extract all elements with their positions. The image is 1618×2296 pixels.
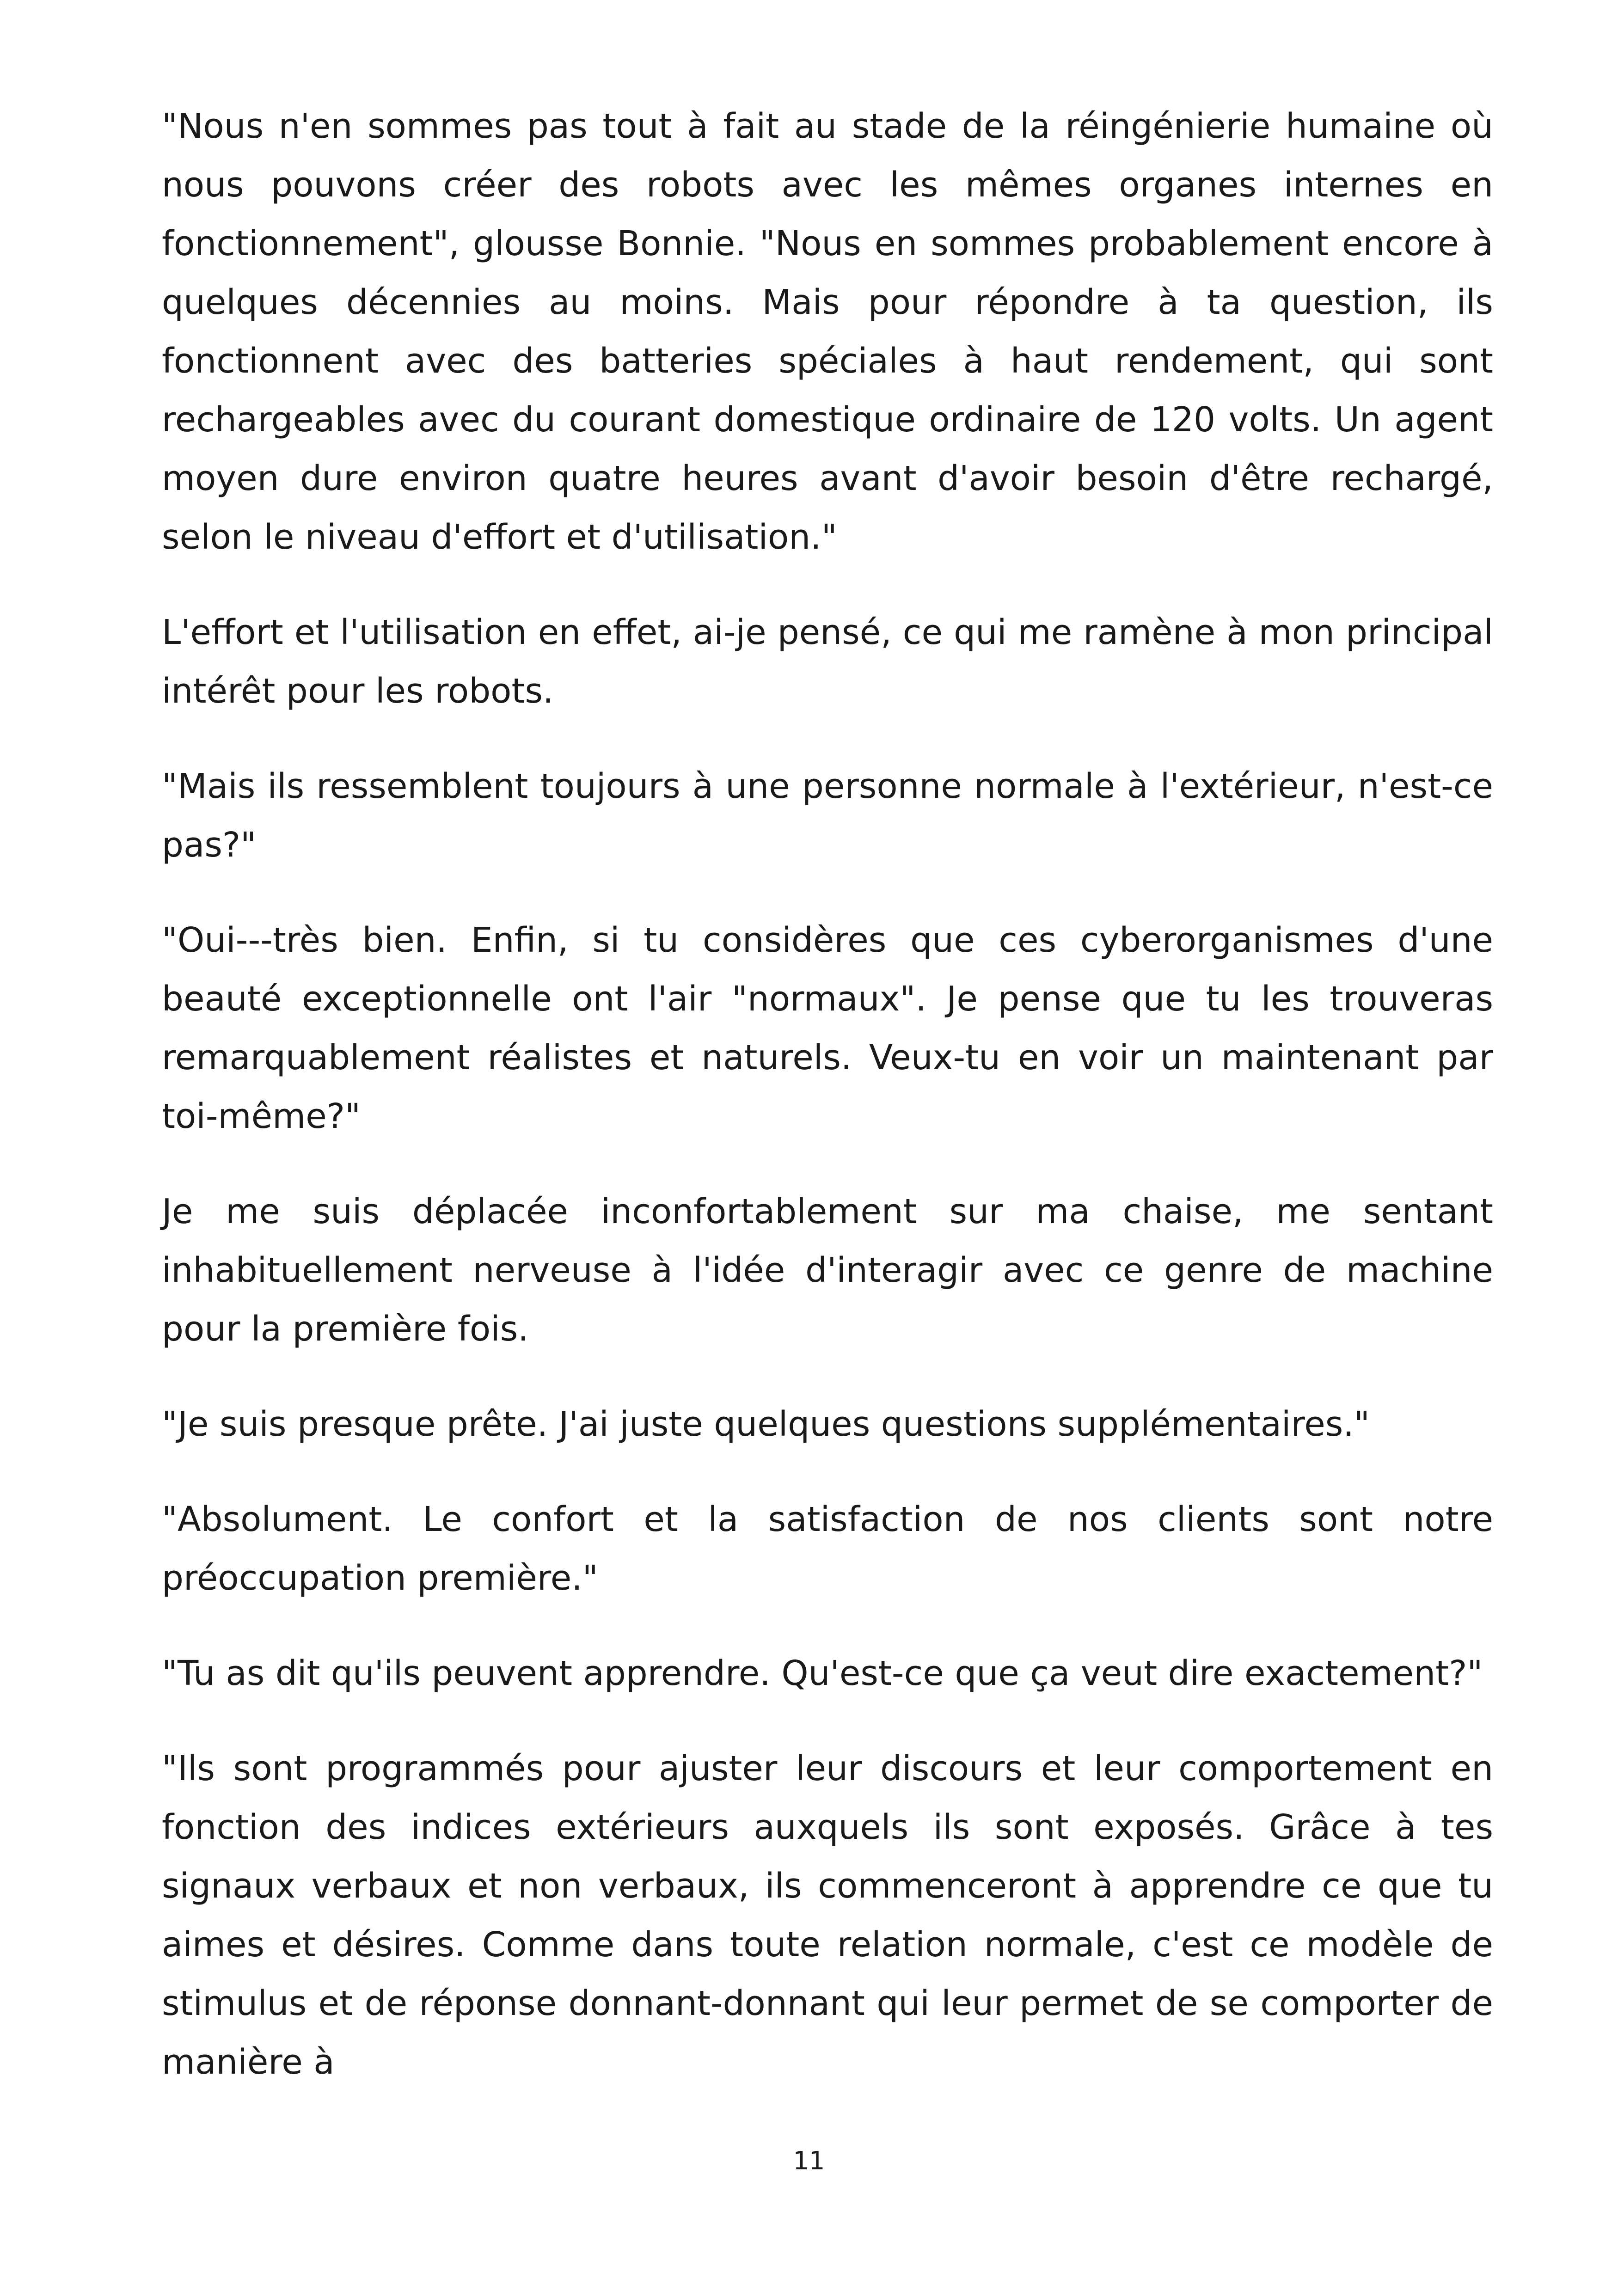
paragraph-4: "Oui---très bien. Enfin, si tu considères que ces cyberorganismes d'une beauté exceptionnelle ont l'air "normaux". Je pense que tu les trouveras remarquablement réalistes et naturels. Veux-tu en voir un maintenant par toi-même?" [162,920,1493,1136]
paragraph-8: "Tu as dit qu'ils peuvent apprendre. Qu'est-ce que ça veut dire exactement?" [162,1653,1483,1693]
paragraph-2: L'effort et l'utilisation en effet, ai-je pensé, ce qui me ramène à mon principal intérêt pour les robots. [162,612,1493,711]
paragraph-7: "Absolument. Le confort et la satisfaction de nos clients sont notre préoccupation première." [162,1500,1493,1598]
paragraph-5: Je me suis déplacée inconfortablement sur ma chaise, me sentant inhabituellement nerveuse à l'idée d'interagir avec ce genre de machine pour la première fois. [162,1192,1493,1349]
paragraph-3: "Mais ils ressemblent toujours à une personne normale à l'extérieur, n'est-ce pas?" [162,766,1493,865]
page-number: 11 [793,2146,825,2175]
document-body [162,97,1493,2092]
paragraph-6: "Je suis presque prête. J'ai juste quelques questions supplémentaires." [162,1404,1370,1444]
paragraph-1: "Nous n'en sommes pas tout à fait au stade de la réingénierie humaine où nous pouvons créer des robots avec les mêmes organes internes en fonctionnement", glousse Bonnie. "Nous en sommes probablement encore à quelques décennies au moins. Mais pour répondre à ta question, ils fonctionnent avec des batteries spéciales à haut rendement, qui sont rechargeables avec du courant domestique ordinaire de 120 volts. Un agent moyen dure environ quatre heures avant d'avoir besoin d'être rechargé, selon le niveau d'effort et d'utilisation." [162,106,1493,557]
paragraph-9: "Ils sont programmés pour ajuster leur discours et leur comportement en fonction des indices extérieurs auxquels ils sont exposés. Grâce à tes signaux verbaux et non verbaux, ils commenceront à apprendre ce que tu aimes et désires. Comme dans toute relation normale, c'est ce modèle de stimulus et de réponse donnant-donnant qui leur permet de se comporter de manière à [162,1749,1493,2082]
